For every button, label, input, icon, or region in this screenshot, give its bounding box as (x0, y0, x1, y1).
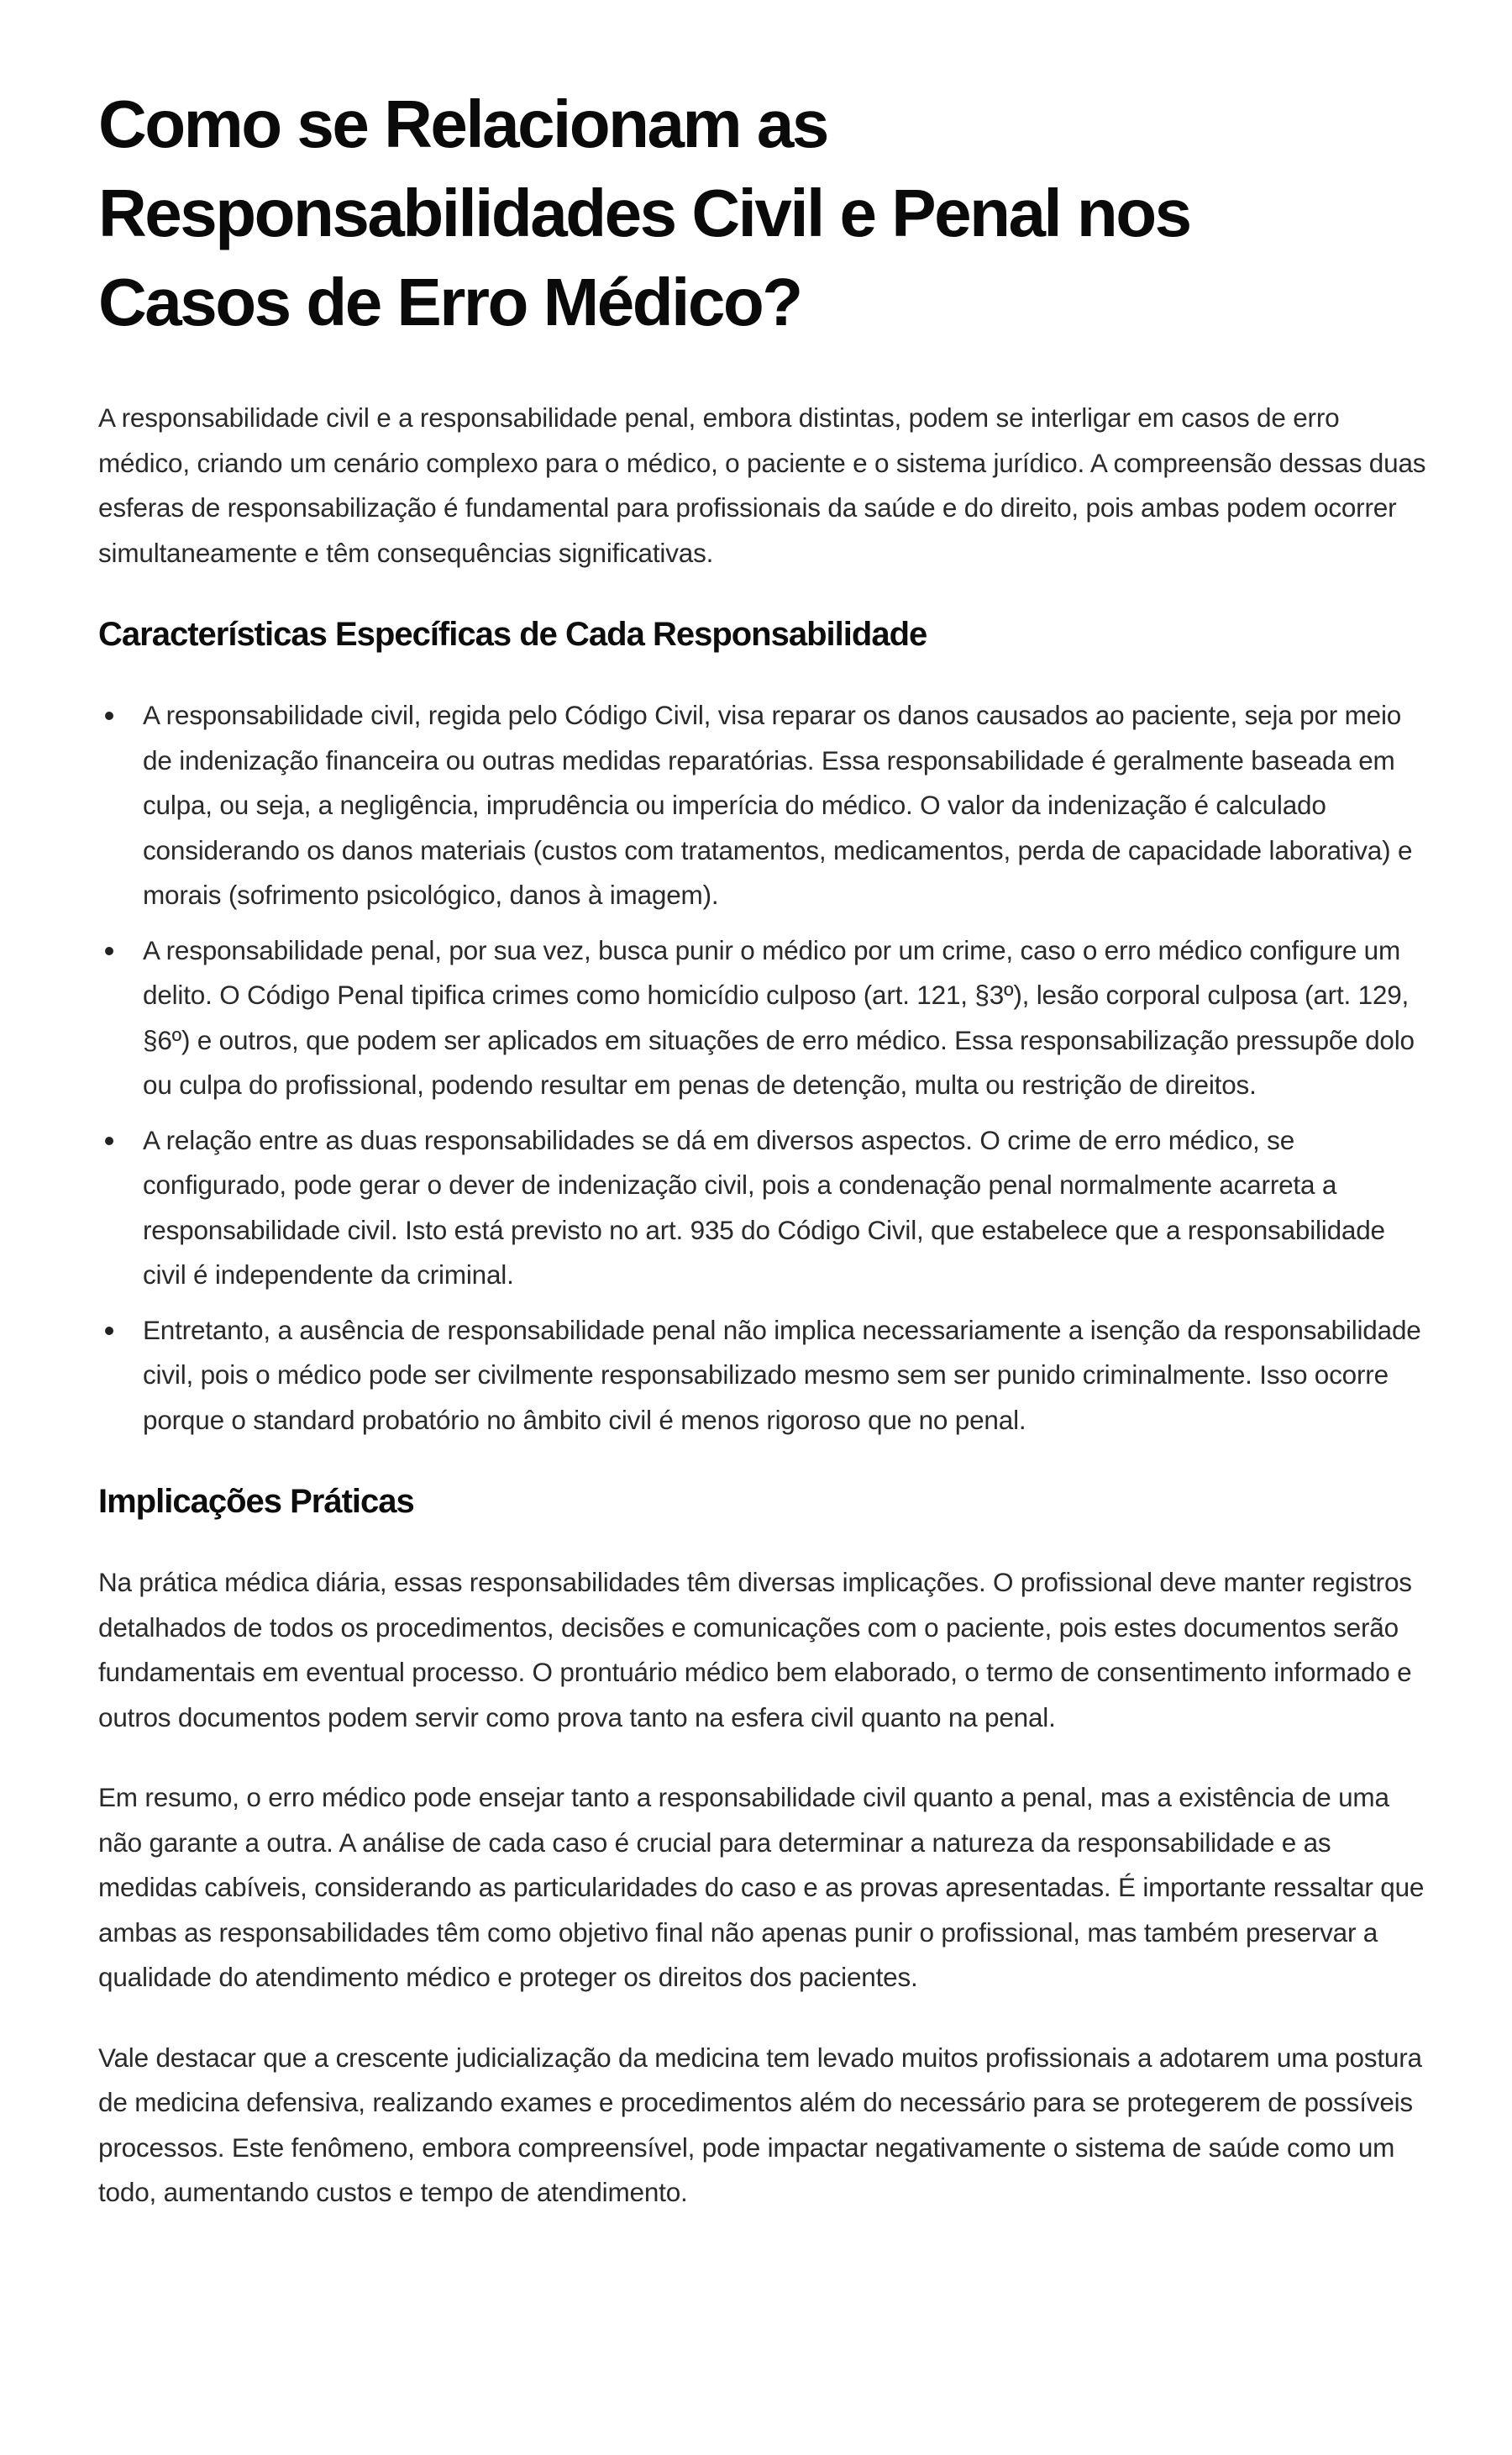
bullet-icon (105, 712, 113, 720)
bullet-icon (105, 1327, 113, 1335)
section-heading: Implicações Práticas (98, 1483, 414, 1520)
body-paragraph: Em resumo, o erro médico pode ensejar tanto a responsabilidade civil quanto a penal, mas a existência de uma não garante a outra. A análise de cada caso é crucial para determinar a natureza da responsabilidade e as medidas cabíveis, considerando as particularidades do caso e as provas apresentadas. É importante ressaltar que ambas as responsabilidades têm como objetivo final não apenas punir o profissional, mas também preservar a qualidade do atendimento médico e proteger os direitos dos pacientes. (98, 1782, 1425, 1992)
bullet-icon (105, 1137, 113, 1145)
list-item-text: A responsabilidade civil, regida pelo Código Civil, visa reparar os danos causados ao paciente, seja por meio de indenização financeira ou outras medidas reparatórias. Essa responsabilidade é geralmente baseada em culpa, ou seja, a negligência, imprudência ou imperícia do médico. O valor da indenização é calculado considerando os danos materiais (custos com tratamentos, medicamentos, perda de capacidade laborativa) e morais (sofrimento psicológico, danos à imagem). (143, 700, 1413, 910)
page-title: Como se Relacionam as Responsabilidades Civil e Penal nos Casos de Erro Médico? (98, 87, 1190, 339)
bullet-list (98, 693, 1428, 1443)
section-implicacoes (98, 1478, 1428, 2216)
list-item (98, 693, 1428, 918)
intro-paragraph: A responsabilidade civil e a responsabilidade penal, embora distintas, podem se interligar em casos de erro médico, criando um cenário complexo para o médico, o paciente e o sistema jurídico. A compreensão dessas duas esferas de responsabilização é fundamental para profissionais da saúde e do direito, pois ambas podem ocorrer simultaneamente e têm consequências significativas. (98, 402, 1426, 568)
list-item (98, 1308, 1428, 1443)
section-caracteristicas (98, 611, 1428, 1443)
list-item-text: A responsabilidade penal, por sua vez, busca punir o médico por um crime, caso o erro médico configure um delito. O Código Penal tipifica crimes como homicídio culposo (art. 121, §3º), lesão corporal culposa (art. 129, §6º) e outros, que podem ser aplicados em situações de erro médico. Essa responsabilização pressupõe dolo ou culpa do profissional, podendo resultar em penas de detenção, multa ou restrição de direitos. (143, 934, 1415, 1100)
list-item (98, 928, 1428, 1108)
section-heading: Características Específicas de Cada Responsabilidade (98, 616, 927, 653)
list-item-text: Entretanto, a ausência de responsabilidade penal não implica necessariamente a isenção da responsabilidade civil, pois o médico pode ser civilmente responsabilizado mesmo sem ser punido criminalmente. Isso ocorre porque o standard probatório no âmbito civil é menos rigoroso que no penal. (143, 1314, 1421, 1435)
list-item-text: A relação entre as duas responsabilidades se dá em diversos aspectos. O crime de erro médico, se configurado, pode gerar o dever de indenização civil, pois a condenação penal normalmente acarreta a responsabilidade civil. Isto está previsto no art. 935 do Código Civil, que estabelece que a responsabilidade civil é independente da criminal. (143, 1124, 1385, 1290)
bullet-icon (105, 947, 113, 955)
body-paragraph: Vale destacar que a crescente judicialização da medicina tem levado muitos profissionais a adotarem uma postura de medicina defensiva, realizando exames e procedimentos além do necessário para se protegerem de possíveis processos. Este fenômeno, embora compreensível, pode impactar negativamente o sistema de saúde como um todo, aumentando custos e tempo de atendimento. (98, 2042, 1422, 2207)
body-paragraph: Na prática médica diária, essas responsabilidades têm diversas implicações. O profissional deve manter registros detalhados de todos os procedimentos, decisões e comunicações com o paciente, pois estes documentos serão fundamentais em eventual processo. O prontuário médico bem elaborado, o termo de consentimento informado e outros documentos podem servir como prova tanto na esfera civil quanto na penal. (98, 1567, 1412, 1732)
list-item (98, 1118, 1428, 1298)
